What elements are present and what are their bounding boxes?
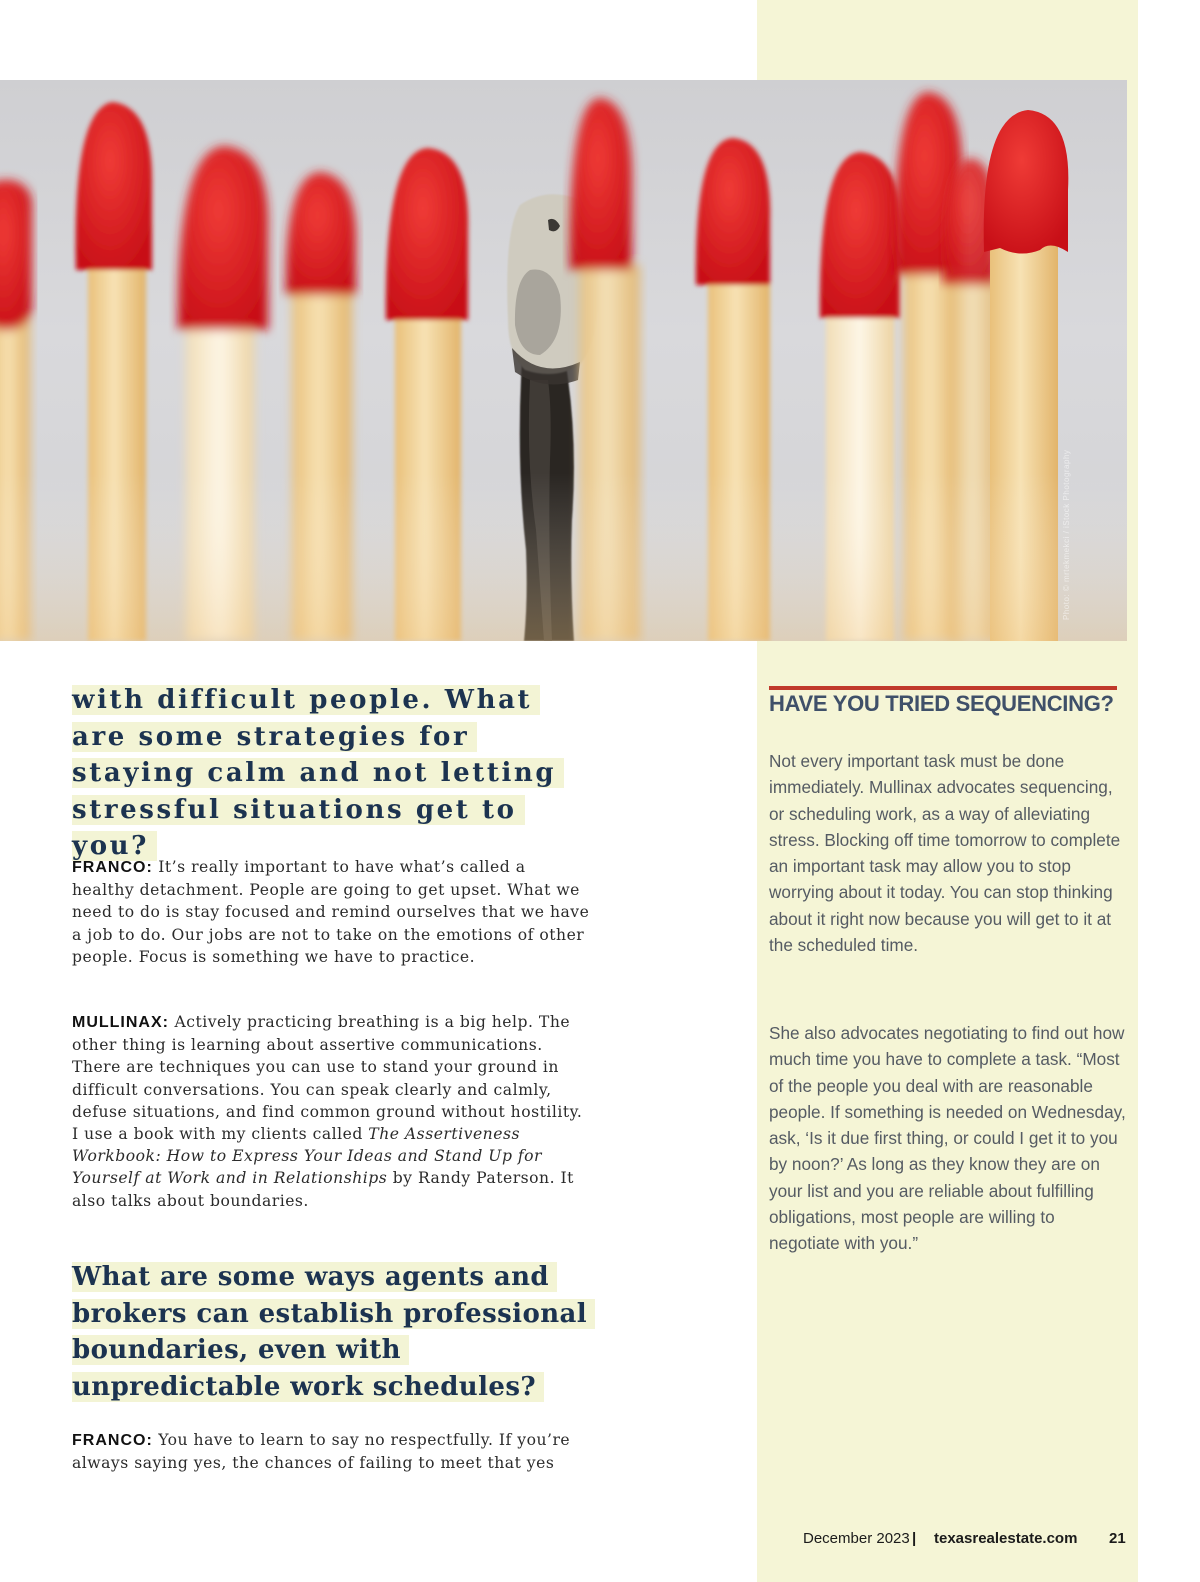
photo-credit: Photo: © mrtekmekci / iStock Photography — [1062, 449, 1071, 620]
question-heading-2 — [72, 1259, 592, 1405]
sidebar-paragraph-2: She also advocates negotiating to find out how much time you have to complete a task. “Most of the people you deal with are reasonable people. If something is needed on Wednesday, ask, ‘Is it due first thing, or could I get it to you by noon?’ As long as they know they are on your list and you are reliable about fulfilling obligations, most people are willing to negotiate with you.” — [769, 1023, 1126, 1254]
speaker-label: FRANCO: — [72, 859, 153, 876]
matches-illustration — [0, 80, 1127, 641]
answer-paragraph-franco — [72, 856, 592, 968]
answer-paragraph-mullinax — [72, 1011, 592, 1212]
speaker-label: FRANCO: — [72, 1432, 153, 1449]
answer-text: It’s really important to have what’s called a healthy detachment. People are going to get upset. What we need to do is stay focused and remind ourselves that we have a job to do. Our jobs are not to take on the emotions of other people. Focus is something we have to practice. — [72, 858, 590, 966]
footer-separator: | — [912, 1530, 917, 1547]
answer-paragraph-franco-2 — [72, 1429, 592, 1474]
hero-photo — [0, 80, 1127, 641]
issue-date: December 2023 — [803, 1530, 910, 1547]
page-number: 21 — [1109, 1530, 1126, 1547]
question-heading-2-text: What are some ways agents and brokers can establish professional boundaries, even with unpredictable work schedules? — [72, 1262, 595, 1402]
page-footer — [803, 1530, 1129, 1554]
answer-text-continued: by Randy Paterson. It also talks about boundaries. — [72, 1169, 574, 1210]
speaker-label: MULLINAX: — [72, 1014, 169, 1031]
sidebar-accent-rule — [769, 686, 1117, 690]
question-heading-1-text: with difficult people. What are some strategies for staying calm and not letting stressful situations get to you? — [72, 685, 564, 861]
sidebar-paragraph-1: Not every important task must be done immediately. Mullinax advocates sequencing, or scheduling work, as a way of alleviating stress. Blocking off time tomorrow to complete an important task may allow you to stop worrying about it today. You can stop thinking about it right now because you will get to it at the scheduled time. — [769, 751, 1121, 956]
sidebar-title: HAVE YOU TRIED SEQUENCING? — [769, 691, 1114, 716]
answer-text: Actively practicing breathing is a big help. The other thing is learning about assertive communications. There are techniques you can use to stand your ground in difficult conversations. You can speak clearly and calmly, defuse situations, and find common ground without hostility. I use a book with my clients called — [72, 1013, 583, 1144]
website-link[interactable]: texasrealestate.com — [934, 1530, 1078, 1547]
question-heading-1 — [72, 682, 592, 865]
book-title: The Assertiveness Workbook: How to Express Your Ideas and Stand Up for Yourself at Work and in Relationships — [72, 1125, 542, 1188]
answer-text: You have to learn to say no respectfully. If you’re always saying yes, the chances of failing to meet that yes — [72, 1431, 571, 1473]
